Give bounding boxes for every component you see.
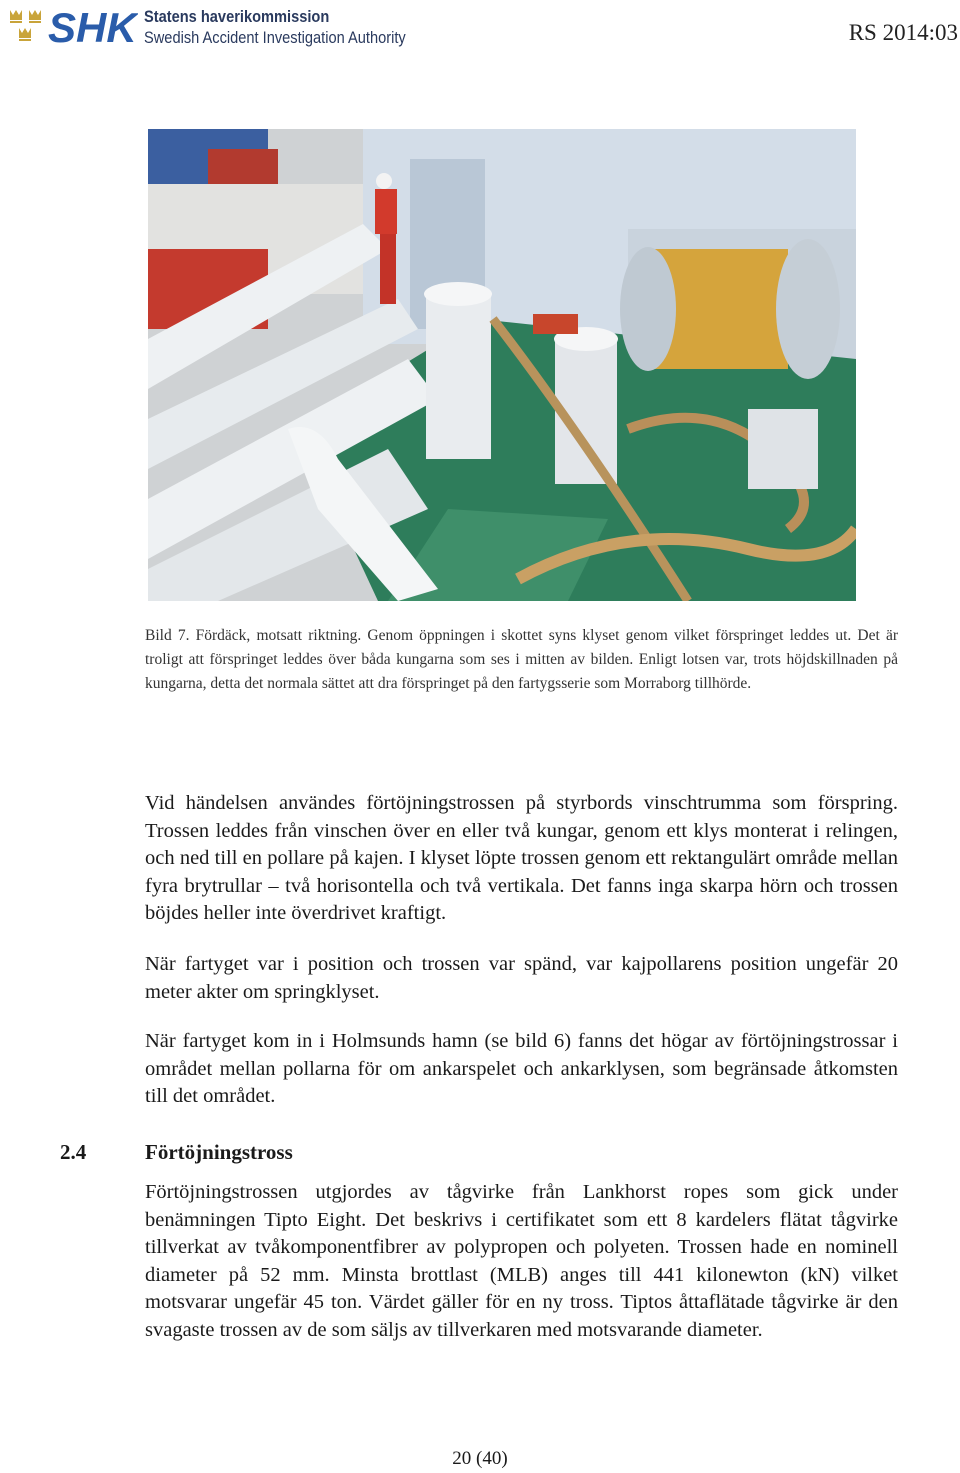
organization-name-en: Swedish Accident Investigation Authority	[144, 28, 406, 47]
page-header	[0, 0, 960, 60]
body-paragraph-1: Vid händelsen användes förtöjningstrossen på styrbords vinschtrumma som förspring. Trossen leddes från vinschen över en eller två kungar, genom ett klys monterat i relingen, och ned till en pollare på kajen. I klyset löpte trossen genom ett rektangulärt område mellan fyra brytrullar – två horisontella och två vertikala. Det fanns inga skarpa hörn och trossen böjdes heller inte överdrivet kraftigt.	[145, 792, 898, 924]
organization-name	[144, 6, 406, 48]
section-title: Förtöjningstross	[145, 1140, 293, 1164]
crown-emblem-icon	[8, 6, 48, 46]
page-number: 20 (40)	[452, 1448, 508, 1469]
section-number: 2.4	[60, 1140, 87, 1164]
logo-mark-text: SHK	[48, 4, 137, 48]
section-paragraph-1: Förtöjningstrossen utgjordes av tågvirke från Lankhorst ropes som gick under benämningen Tipto Eight. Det beskrivs i certifikatet som ett 8 kardelers flätat tågvirke tillverkat av tvåkomponentfibrer av polypropen och polyeten. Trossen hade en nominell diameter på 52 mm. Minsta brottlast (MLB) anges till 441 kilonewton (kN) vilket motsvarar ungefär 45 ton. Värdet gäller för en ny tross. Tiptos åttaflätade tågvirke är den svagaste trossen av de som säljs av tillverkaren med motsvarande diameter.	[145, 1181, 898, 1341]
body-paragraph-2: När fartyget var i position och trossen var spänd, var kajpollarens position ungefär 20 meter akter om springklyset.	[145, 953, 898, 1003]
report-id: RS 2014:03	[848, 20, 958, 45]
ship-foredeck-photo	[148, 129, 856, 601]
logo-mark	[46, 4, 138, 48]
body-paragraph-3: När fartyget kom in i Holmsunds hamn (se bild 6) fanns det högar av förtöjningstrossar i området mellan pollarna för om ankarspelet och ankarklysen, som begränsade åtkomsten till det området.	[145, 1030, 898, 1107]
figure-caption: Bild 7. Fördäck, motsatt riktning. Genom öppningen i skottet syns klyset genom vilket förspringet leddes ut. Det är troligt att förspringet leddes över båda kungarna som ses i mitten av bilden. Enligt lotsen var, trots höjdskillnaden på kungarna, detta det normala sättet att dra förspringet på den fartygsserie som Morraborg tillhörde.	[145, 627, 898, 692]
organization-name-sv: Statens haverikommission	[144, 7, 330, 26]
